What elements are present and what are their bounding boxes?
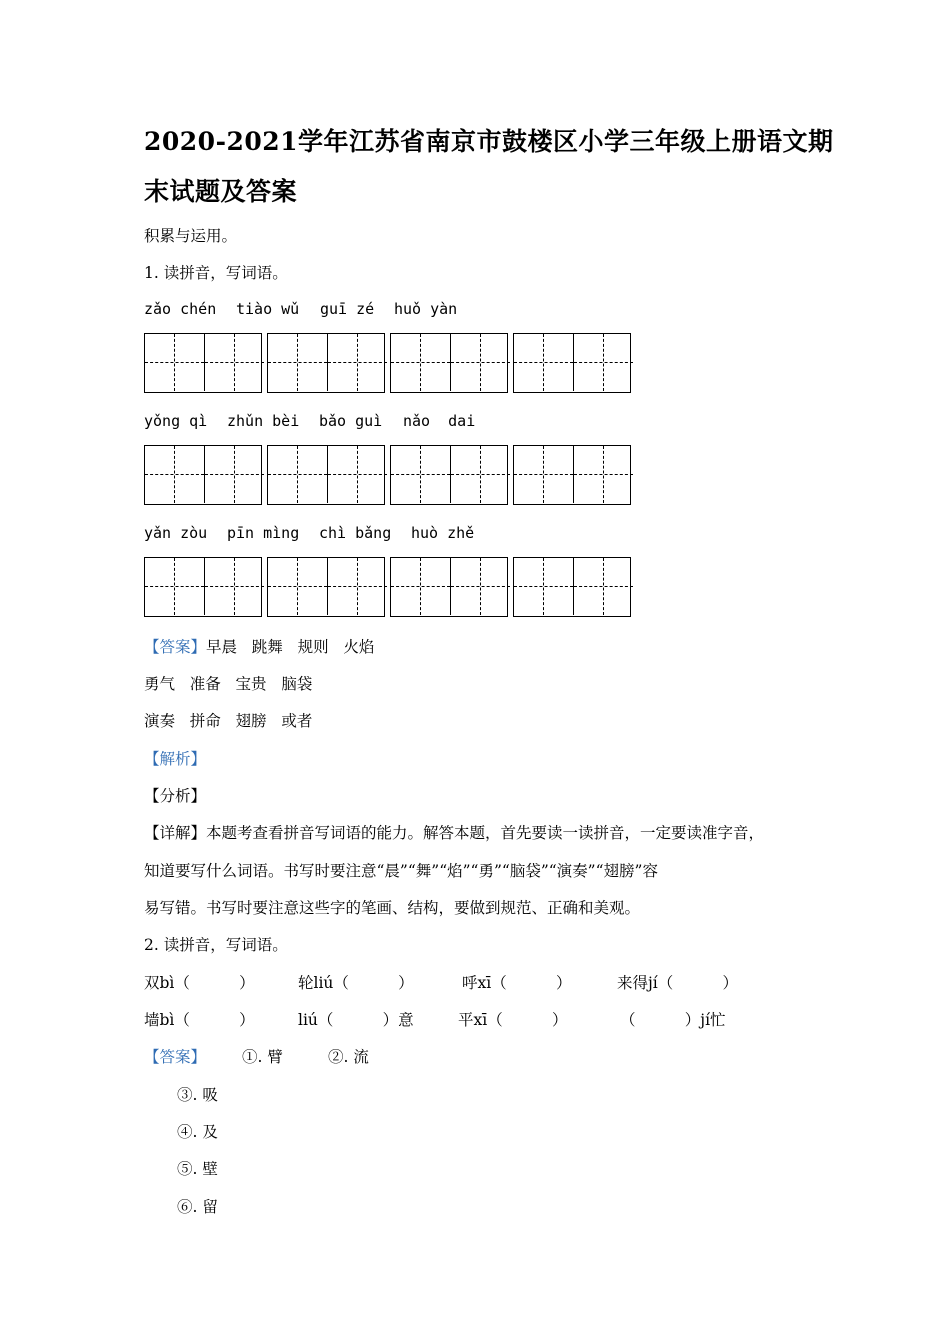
answer-tag: 【答案】 — [144, 1048, 207, 1066]
pinyin-row — [144, 412, 475, 430]
word-box[interactable] — [267, 557, 385, 617]
word-box[interactable] — [390, 557, 508, 617]
word-box[interactable] — [144, 557, 262, 617]
pinyin: zhǔn bèi — [227, 412, 300, 430]
pinyin: pīn mìng — [227, 524, 300, 542]
pinyin: yǎn zòu — [144, 524, 208, 542]
pinyin: yǒng qì — [144, 412, 208, 430]
question-1-label: 1. 读拼音，写词语。 — [144, 264, 288, 282]
fill-blank[interactable]: 墙bì（ ） — [144, 1011, 255, 1029]
analysis-tag: 【解析】 — [144, 750, 207, 768]
word-box[interactable] — [390, 445, 508, 505]
pinyin-row — [144, 300, 457, 318]
detail-line: 【详解】本题考查看拼音写词语的能力。解答本题，首先要读一读拼音，一定要读准字音， — [144, 824, 765, 842]
pinyin: bǎo guì — [319, 412, 383, 430]
word-box[interactable] — [513, 557, 631, 617]
word-box[interactable] — [144, 445, 262, 505]
word-box[interactable] — [513, 445, 631, 505]
answer-line: 勇气 准备 宝贵 脑袋 — [144, 675, 313, 693]
fill-blank[interactable]: 呼xī（ ） — [462, 974, 572, 992]
pinyin: nǎo dai — [403, 412, 476, 430]
pinyin: guī zé — [320, 300, 375, 318]
answer-line — [144, 1045, 369, 1067]
fill-blank[interactable]: 来得jí（ ） — [617, 974, 739, 992]
word-box[interactable] — [267, 333, 385, 393]
detail-line: 知道要写什么词语。书写时要注意“晨”“舞”“焰”“勇”“脑袋”“演奏”“翅膀”容 — [144, 862, 658, 880]
fill-blank[interactable]: 双bì（ ） — [144, 974, 255, 992]
pinyin-row — [144, 524, 474, 542]
word-box[interactable] — [267, 445, 385, 505]
document-title-line1: 2020-2021学年江苏省南京市鼓楼区小学三年级上册语文期 — [144, 127, 834, 156]
fill-blank[interactable]: 平xī（ ） — [458, 1011, 568, 1029]
answer-item: ⑤. 壁 — [177, 1160, 218, 1178]
fenxi-tag: 【分析】 — [144, 787, 207, 805]
word-box[interactable] — [390, 333, 508, 393]
word-box[interactable] — [144, 333, 262, 393]
pinyin: huò zhě — [411, 524, 475, 542]
answer-tag: 【答案】 — [144, 638, 207, 656]
section-heading: 积累与运用。 — [144, 227, 238, 245]
document-title-line2: 末试题及答案 — [144, 177, 298, 206]
answer-line — [144, 635, 374, 657]
detail-line: 易写错。书写时要注意这些字的笔画、结构，要做到规范、正确和美观。 — [144, 899, 641, 917]
answer-item: ④. 及 — [177, 1123, 218, 1141]
answer-item: ②. 流 — [328, 1048, 369, 1066]
pinyin: tiào wǔ — [236, 300, 300, 318]
fill-blank[interactable]: 轮liú（ ） — [298, 974, 414, 992]
question-2-label: 2. 读拼音，写词语。 — [144, 936, 288, 954]
fill-blank[interactable]: liú（ ）意 — [298, 1011, 414, 1029]
word-box[interactable] — [513, 333, 631, 393]
answer-item: ⑥. 留 — [177, 1198, 218, 1216]
answer-item: ③. 吸 — [177, 1086, 218, 1104]
answer-line: 演奏 拼命 翅膀 或者 — [144, 712, 313, 730]
answer-text: 早晨 跳舞 规则 火焰 — [206, 638, 375, 656]
pinyin: chì bǎng — [319, 524, 392, 542]
pinyin: huǒ yàn — [394, 300, 458, 318]
fill-blank[interactable]: （ ）jí忙 — [620, 1011, 726, 1029]
pinyin: zǎo chén — [144, 300, 217, 318]
answer-item: ①. 臂 — [242, 1048, 283, 1066]
